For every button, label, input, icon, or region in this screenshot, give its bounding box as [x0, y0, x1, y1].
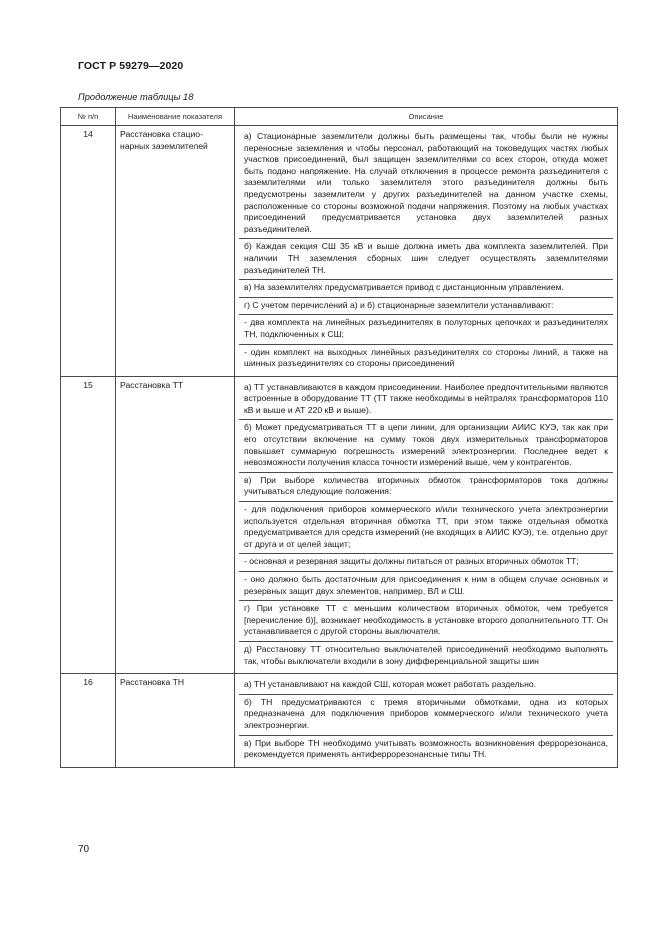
- description-paragraph: а) ТТ устанавливаются в каждом присоединении. Наиболее предпочтительными являются встроенные в оборудование ТТ (ТТ также необходимы в нейтралях трансформаторов 110 кВ и выше и АТ 220 кВ и выше).: [239, 380, 613, 421]
- page-number: 70: [78, 844, 90, 855]
- table-body: [61, 126, 618, 768]
- description-cell: [235, 126, 618, 377]
- table-row: [61, 376, 618, 673]
- description-paragraph: б) Может предусматриваться ТТ в цепи линии, для организации АИИС КУЭ, так как при его отсутствии включение на сумму токов двух измерительных трансформаторов повышает суммарную погрешность измерений электроэнергии. Последнее ведет к невозможности получения класса точности измерений выше, чем у контрагентов.: [239, 420, 613, 472]
- specification-table: [60, 107, 618, 768]
- table-row: [61, 126, 618, 377]
- row-number: 15: [61, 376, 116, 673]
- document-code: ГОСТ Р 59279—2020: [78, 60, 184, 72]
- description-paragraph: в) При выборе ТН необходимо учитывать возможность возникновения феррорезонанса, рекомендуется применять антиферрорезонансные типы ТН.: [244, 737, 608, 760]
- description-cell: [235, 376, 618, 673]
- column-header-description: Описание: [235, 108, 618, 126]
- description-paragraph: б) ТН предусматриваются с тремя вторичными обмотками, одна из которых предназначена для подключения приборов коммерческого и/или технического учета электроэнергии.: [239, 695, 613, 736]
- row-number: 14: [61, 126, 116, 377]
- description-paragraph: - основная и резервная защиты должны питаться от разных вторичных обмоток ТТ;: [239, 554, 613, 572]
- description-paragraph: а) Стационарные заземлители должны быть размещены так, чтобы были не нужны переносные заземления и чтобы персонал, работающий на токоведущих частях любых участков присоединений, был защищен заземлителями со всех сторон, откуда может быть подано напряжение. На случай отключения в процессе ремонта разъединителя с заземлителями или только заземлителя этого разъединителя должны быть предусмотрены заземлители у других разъединителей на данном участке схемы, расположенные со стороны возможной подачи напряжения. Поэтому на любых участках присоединений предусматривается установка двух заземлителей разных разъединителей.: [239, 129, 613, 239]
- description-paragraph: в) На заземлителях предусматривается привод с дистанционным управлением.: [239, 280, 613, 298]
- table-row: [61, 674, 618, 768]
- description-paragraph: а) ТН устанавливают на каждой СШ, которая может работать раздельно.: [239, 677, 613, 695]
- description-paragraph: - два комплекта на линейных разъединителях в полуторных цепочках и разъединителях ТН, подключенных к СШ;: [239, 315, 613, 344]
- description-paragraph: г) С учетом перечислений а) и б) стационарные заземлители устанавливают:: [239, 298, 613, 316]
- indicator-name: Расстановка ТН: [116, 674, 235, 768]
- indicator-name: Расстановка стацио-нарных заземлителей: [116, 126, 235, 377]
- description-paragraph: г) При установке ТТ с меньшим количеством вторичных обмоток, чем требуется [перечисление б)], возникает необходимость в установке второго дополнительного ТТ. Он устанавливается с другой стороны выключателя.: [239, 601, 613, 642]
- description-paragraph: - для подключения приборов коммерческого и/или технического учета электроэнергии используется отдельная вторичная обмотка ТТ, при этом также отдельная обмотка предусматривается для средств измерений (не входящих в АИИС КУЭ), т.е. отдельно друг от друга и от целей защит;: [239, 502, 613, 554]
- indicator-name: Расстановка ТТ: [116, 376, 235, 673]
- description-paragraph: - оно должно быть достаточным для присоединения к ним в общем случае основных и резервных защит двух элементов, например, ВЛ и СШ.: [239, 572, 613, 601]
- table-header-row: [61, 108, 618, 126]
- description-cell: [235, 674, 618, 768]
- table-caption: Продолжение таблицы 18: [78, 92, 194, 102]
- description-paragraph: в) При выборе количества вторичных обмоток трансформаторов тока должны учитываться следующие положения:: [239, 473, 613, 502]
- description-paragraph: д) Расстановку ТТ относительно выключателей присоединений необходимо выполнять так, чтобы выключатели входили в зону дифференциальной защиты шин: [244, 643, 608, 666]
- column-header-number: № п/п: [61, 108, 116, 126]
- description-paragraph: б) Каждая секция СШ 35 кВ и выше должна иметь два комплекта заземлителей. При наличии ТН заземления сборных шин следует осуществлять заземлителями разъединителей ТН.: [239, 239, 613, 280]
- row-number: 16: [61, 674, 116, 768]
- column-header-name: Наименование показателя: [116, 108, 235, 126]
- description-paragraph: - один комплект на выходных линейных разъединителях со стороны линий, а также на шинных разъединителях со стороны присоединений: [244, 346, 608, 369]
